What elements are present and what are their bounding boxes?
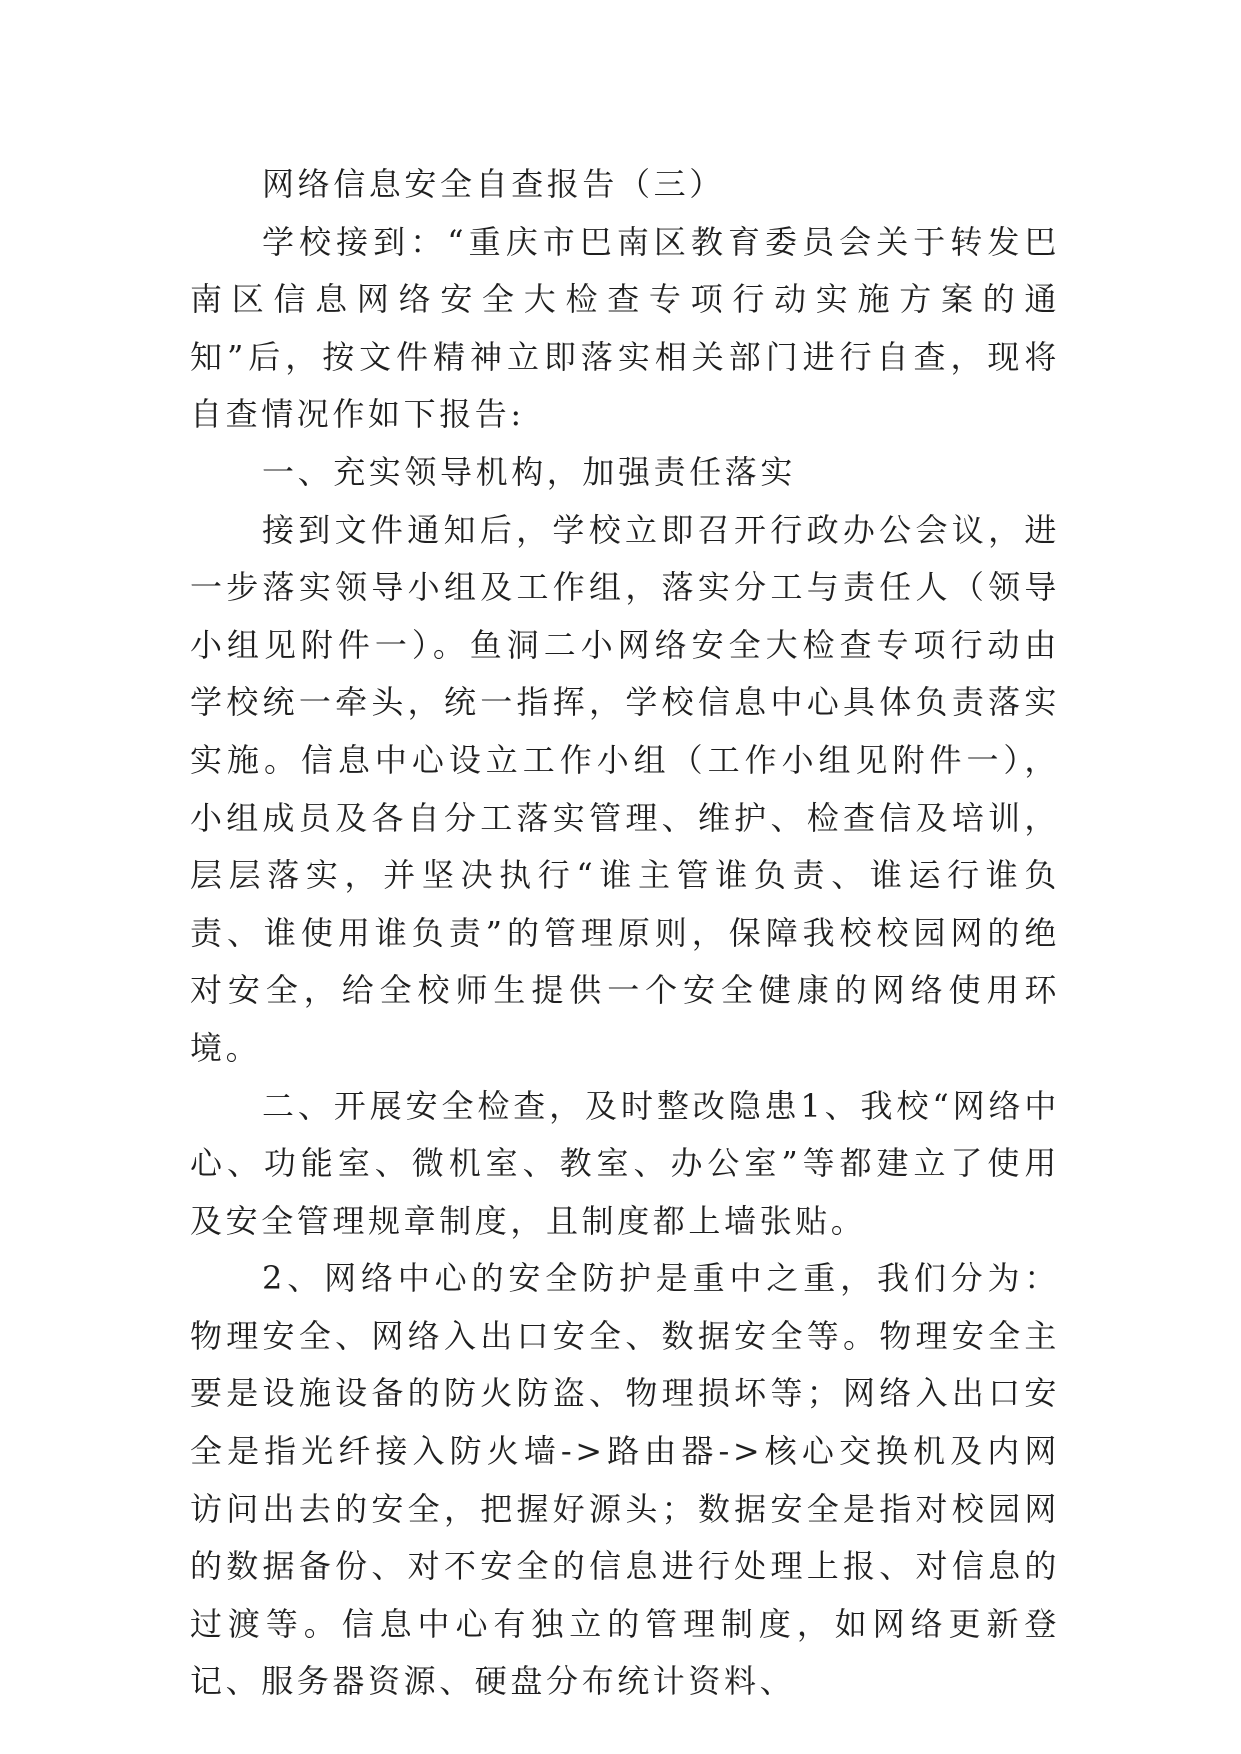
paragraph-section-1: 接到文件通知后，学校立即召开行政办公会议，进一步落实领导小组及工作组，落实分工与责任人（领导小组见附件一）。鱼洞二小网络安全大检查专项行动由学校统一牵头，统一指挥，学校信息中心具体负责落实实施。信息中心设立工作小组（工作小组见附件一），小组成员及各自分工落实管理、维护、检查信及培训，层层落实，并坚决执行“谁主管谁负责、谁运行谁负责、谁使用谁负责”的管理原则，保障我校校园网的绝对安全，给全校师生提供一个安全健康的网络使用环境。 (190, 510, 1060, 1067)
document-page (190, 156, 1060, 1711)
section-heading-1: 一、充实领导机构，加强责任落实 (262, 452, 797, 491)
paragraph-intro: 学校接到：“重庆市巴南区教育委员会关于转发巴南区信息网络安全大检查专项行动实施方案的通知”后，按文件精神立即落实相关部门进行自查，现将自查情况作如下报告: (190, 222, 1060, 434)
section-heading-2: 二、开展安全检查，及时整改隐患1、我校“网络中心、功能室、微机室、教室、办公室”等都建立了使用及安全管理规章制度，且制度都上墙张贴。 (190, 1086, 1060, 1240)
document-title: 网络信息安全自查报告（三） (262, 165, 725, 203)
paragraph-item-2: 2、网络中心的安全防护是重中之重，我们分为：物理安全、网络入出口安全、数据安全等。物理安全主要是设施设备的防火防盗、物理损坏等；网络入出口安全是指光纤接入防火墙->路由器->核心交换机及内网访问出去的安全，把握好源头；数据安全是指对校园网的数据备份、对不安全的信息进行处理上报、对信息的过渡等。信息中心有独立的管理制度，如网络更新登记、服务器资源、硬盘分布统计资料、 (190, 1259, 1060, 1701)
